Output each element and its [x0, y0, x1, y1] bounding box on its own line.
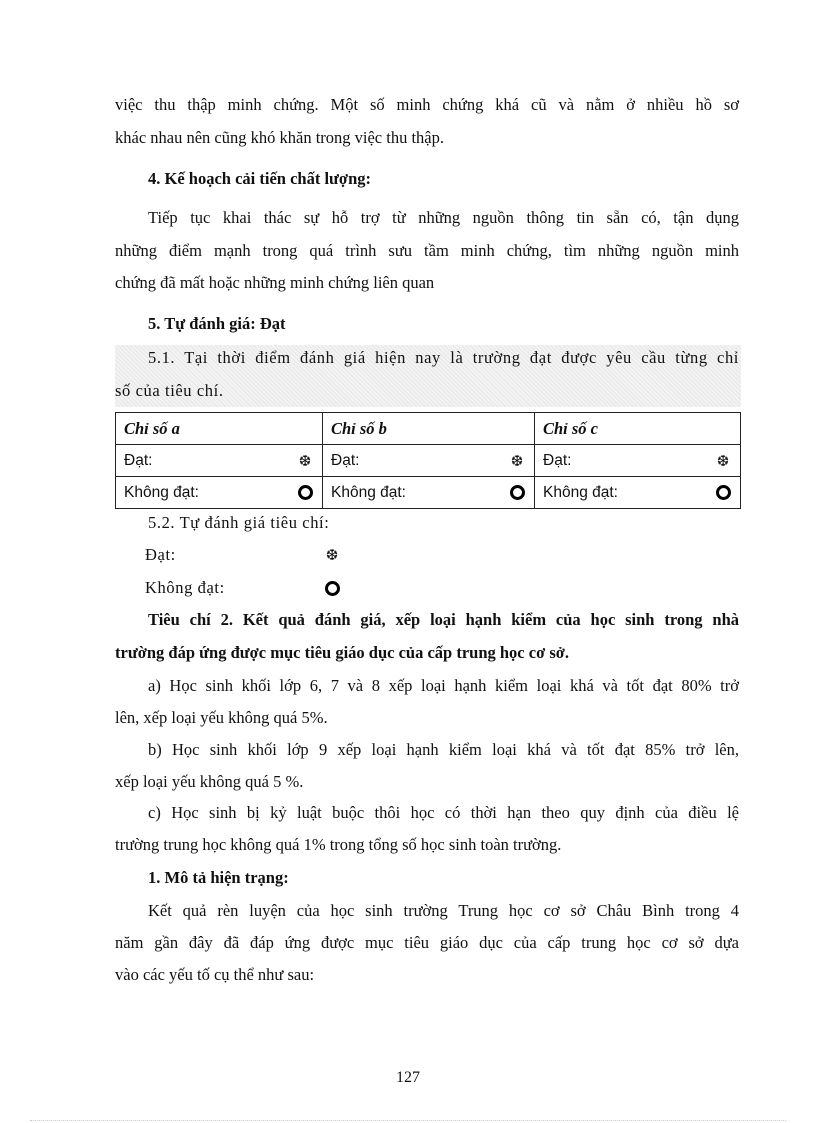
table-header-row: [116, 413, 741, 445]
page-bottom-divider: [30, 1120, 786, 1121]
table-cell: [323, 477, 535, 509]
page-number: 127: [396, 1069, 420, 1086]
table-cell: [116, 445, 323, 477]
cell-label: Đạt:: [124, 451, 153, 469]
paragraph-line: chứng đã mất hoặc những minh chứng liên quan: [115, 273, 435, 292]
table-cell: [323, 445, 535, 477]
table-row: [116, 445, 741, 477]
checked-checkbox-icon[interactable]: ❆: [298, 451, 312, 470]
criteria-table: [115, 412, 741, 509]
table-cell: [535, 477, 741, 509]
cell-label: Đạt:: [543, 451, 572, 469]
table-header-cell: Chỉ số c: [535, 413, 741, 445]
self-assess-label: Không đạt:: [145, 578, 225, 597]
criterion-heading: Tiêu chí 2. Kết quả đánh giá, xếp loại hạnh kiểm của học sinh trong nhà: [148, 610, 739, 629]
paragraph-line: lên, xếp loại yếu không quá 5%.: [115, 708, 328, 727]
criterion-heading: trường đáp ứng được mục tiêu giáo dục của cấp trung học cơ sở.: [115, 643, 570, 662]
cell-label: Không đạt:: [124, 483, 199, 501]
section-heading-4: 4. Kế hoạch cải tiến chất lượng:: [148, 169, 371, 188]
unchecked-checkbox-icon[interactable]: [296, 484, 314, 502]
self-assess-label: Đạt:: [145, 545, 176, 564]
paragraph-line: việc thu thập minh chứng. Một số minh chứng khá cũ và nằm ở nhiều hồ sơ: [115, 95, 739, 114]
section-heading-1: 1. Mô tả hiện trạng:: [148, 868, 289, 887]
paragraph-line: những điểm mạnh trong quá trình sưu tầm minh chứng, tìm những nguồn minh: [115, 241, 739, 260]
paragraph-line: 5.1. Tại thời điểm đánh giá hiện nay là trường đạt được yêu cầu từng chỉ: [148, 348, 739, 367]
paragraph-line: khác nhau nên cũng khó khăn trong việc thu thập.: [115, 128, 444, 147]
paragraph-line: trường trung học không quá 1% trong tổng số học sinh toàn trường.: [115, 835, 562, 854]
table-header-cell: Chỉ số a: [116, 413, 323, 445]
checked-checkbox-icon[interactable]: ❆: [716, 451, 730, 470]
cell-label: Không đạt:: [543, 483, 618, 501]
table-header-cell: Chỉ số b: [323, 413, 535, 445]
paragraph-line: năm gần đây đã đáp ứng được mục tiêu giáo dục của cấp trung học cơ sở dựa: [115, 933, 739, 952]
paragraph-line: c) Học sinh bị kỷ luật buộc thôi học có thời hạn theo quy định của điều lệ: [148, 803, 739, 822]
cell-label: Không đạt:: [331, 483, 406, 501]
unchecked-checkbox-icon[interactable]: [508, 484, 526, 502]
cell-label: Đạt:: [331, 451, 360, 469]
checked-checkbox-icon[interactable]: ❆: [510, 451, 524, 470]
table-cell: [116, 477, 323, 509]
checked-checkbox-icon[interactable]: ❆: [325, 546, 339, 564]
unchecked-checkbox-icon[interactable]: [323, 579, 341, 597]
section-heading-5: 5. Tự đánh giá: Đạt: [148, 314, 286, 333]
paragraph-line: vào các yếu tố cụ thể như sau:: [115, 965, 315, 984]
table-row: [116, 477, 741, 509]
paragraph-line: Kết quả rèn luyện của học sinh trường Trung học cơ sở Châu Bình trong 4: [148, 901, 739, 920]
paragraph-line: xếp loại yếu không quá 5 %.: [115, 772, 304, 791]
paragraph-line: số của tiêu chí.: [115, 381, 224, 400]
paragraph-line: b) Học sinh khối lớp 9 xếp loại hạnh kiểm loại khá và tốt đạt 85% trở lên,: [148, 740, 739, 759]
unchecked-checkbox-icon[interactable]: [714, 484, 732, 502]
table-cell: [535, 445, 741, 477]
paragraph-line: 5.2. Tự đánh giá tiêu chí:: [148, 513, 330, 532]
paragraph-line: Tiếp tục khai thác sự hỗ trợ từ những nguồn thông tin sẵn có, tận dụng: [148, 208, 739, 227]
paragraph-line: a) Học sinh khối lớp 6, 7 và 8 xếp loại hạnh kiểm loại khá và tốt đạt 80% trở: [148, 676, 739, 695]
